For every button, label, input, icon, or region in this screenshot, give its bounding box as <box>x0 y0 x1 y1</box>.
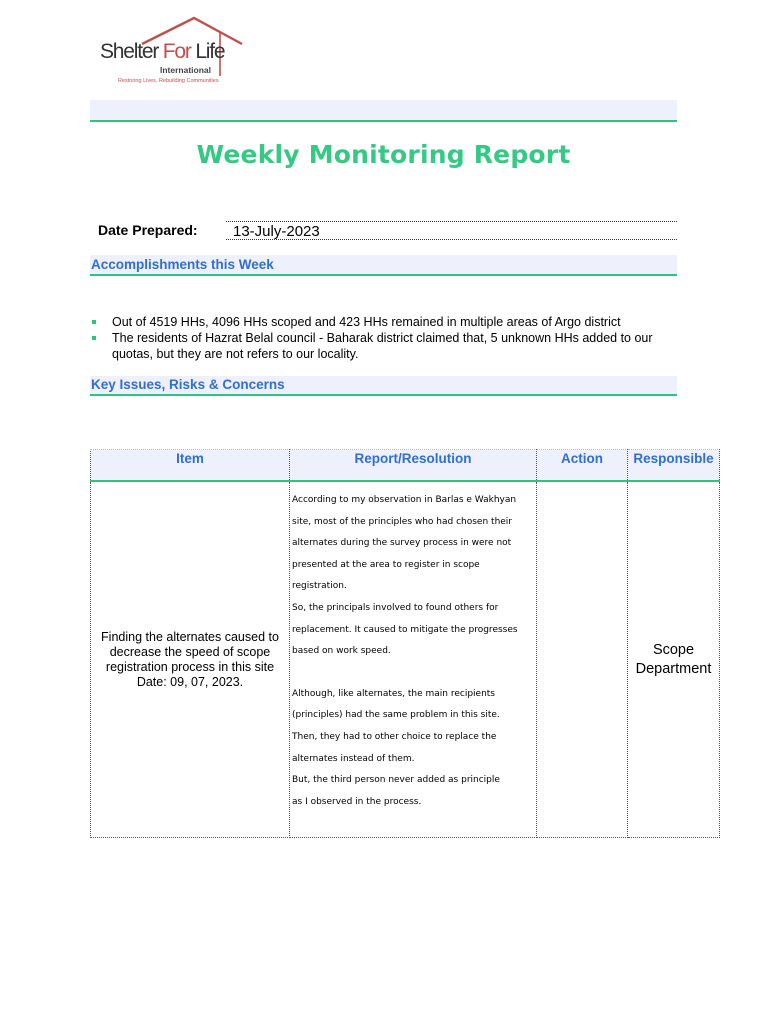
column-header-responsible: Responsible <box>628 450 720 482</box>
issues-rule <box>90 394 677 396</box>
cell-item: Finding the alternates caused to decrease the speed of scope registration process in this site Date: 09, 07, 2023. <box>91 481 290 838</box>
report-line: alternates instead of them. <box>292 753 415 764</box>
date-prepared-label: Date Prepared: <box>98 222 198 238</box>
report-line: as I observed in the process. <box>292 796 422 807</box>
column-header-action: Action <box>537 450 628 482</box>
report-line: registration. <box>292 581 347 592</box>
list-item: The residents of Hazrat Belal council - Baharak district claimed that, 5 unknown HHs added to our quotas, but they are not refers to our locality. <box>90 330 680 362</box>
report-line: Although, like alternates, the main recipients <box>292 688 495 699</box>
report-line: According to my observation in Barlas e Wakhyan <box>292 495 517 505</box>
logo <box>96 14 246 90</box>
report-line: So, the principals involved to found others for <box>292 602 499 613</box>
report-line: site, most of the principles who had chosen their <box>292 516 513 527</box>
accomplishments-heading: Accomplishments this Week <box>91 257 274 272</box>
column-header-item: Item <box>91 450 290 482</box>
report-line: Then, they had to other choice to replace the <box>292 731 497 742</box>
report-line: replacement. It caused to mitigate the progresses <box>292 624 518 635</box>
logo-subname: International <box>160 65 212 75</box>
report-line: (principles) had the same problem in this site. <box>292 710 500 721</box>
cell-responsible: Scope Department <box>628 481 720 838</box>
page-title: Weekly Monitoring Report <box>196 140 571 169</box>
logo-tagline: Restoring Lives, Rebuilding Communities <box>118 78 219 84</box>
issues-table <box>90 449 720 838</box>
accomplishments-rule <box>90 274 677 276</box>
issues-heading: Key Issues, Risks & Concerns <box>91 377 285 392</box>
list-item: Out of 4519 HHs, 4096 HHs scoped and 423 HHs remained in multiple areas of Argo district <box>90 314 680 330</box>
header-rule <box>90 120 677 122</box>
report-line-gap <box>292 663 532 684</box>
header-band <box>90 100 677 120</box>
logo-name: Shelter For Life <box>100 40 225 63</box>
report-line: presented at the area to register in scope <box>292 559 480 570</box>
cell-report <box>290 481 537 838</box>
cell-action <box>537 481 628 838</box>
table-row <box>91 481 720 838</box>
accomplishments-list <box>90 314 680 362</box>
report-line: alternates during the survey process in were not <box>292 538 512 549</box>
column-header-report: Report/Resolution <box>290 450 537 482</box>
report-line: based on work speed. <box>292 646 391 657</box>
report-line: But, the third person never added as principle <box>292 775 500 786</box>
date-prepared-value: 13-July-2023 <box>226 221 677 240</box>
table-header-row <box>91 450 720 482</box>
